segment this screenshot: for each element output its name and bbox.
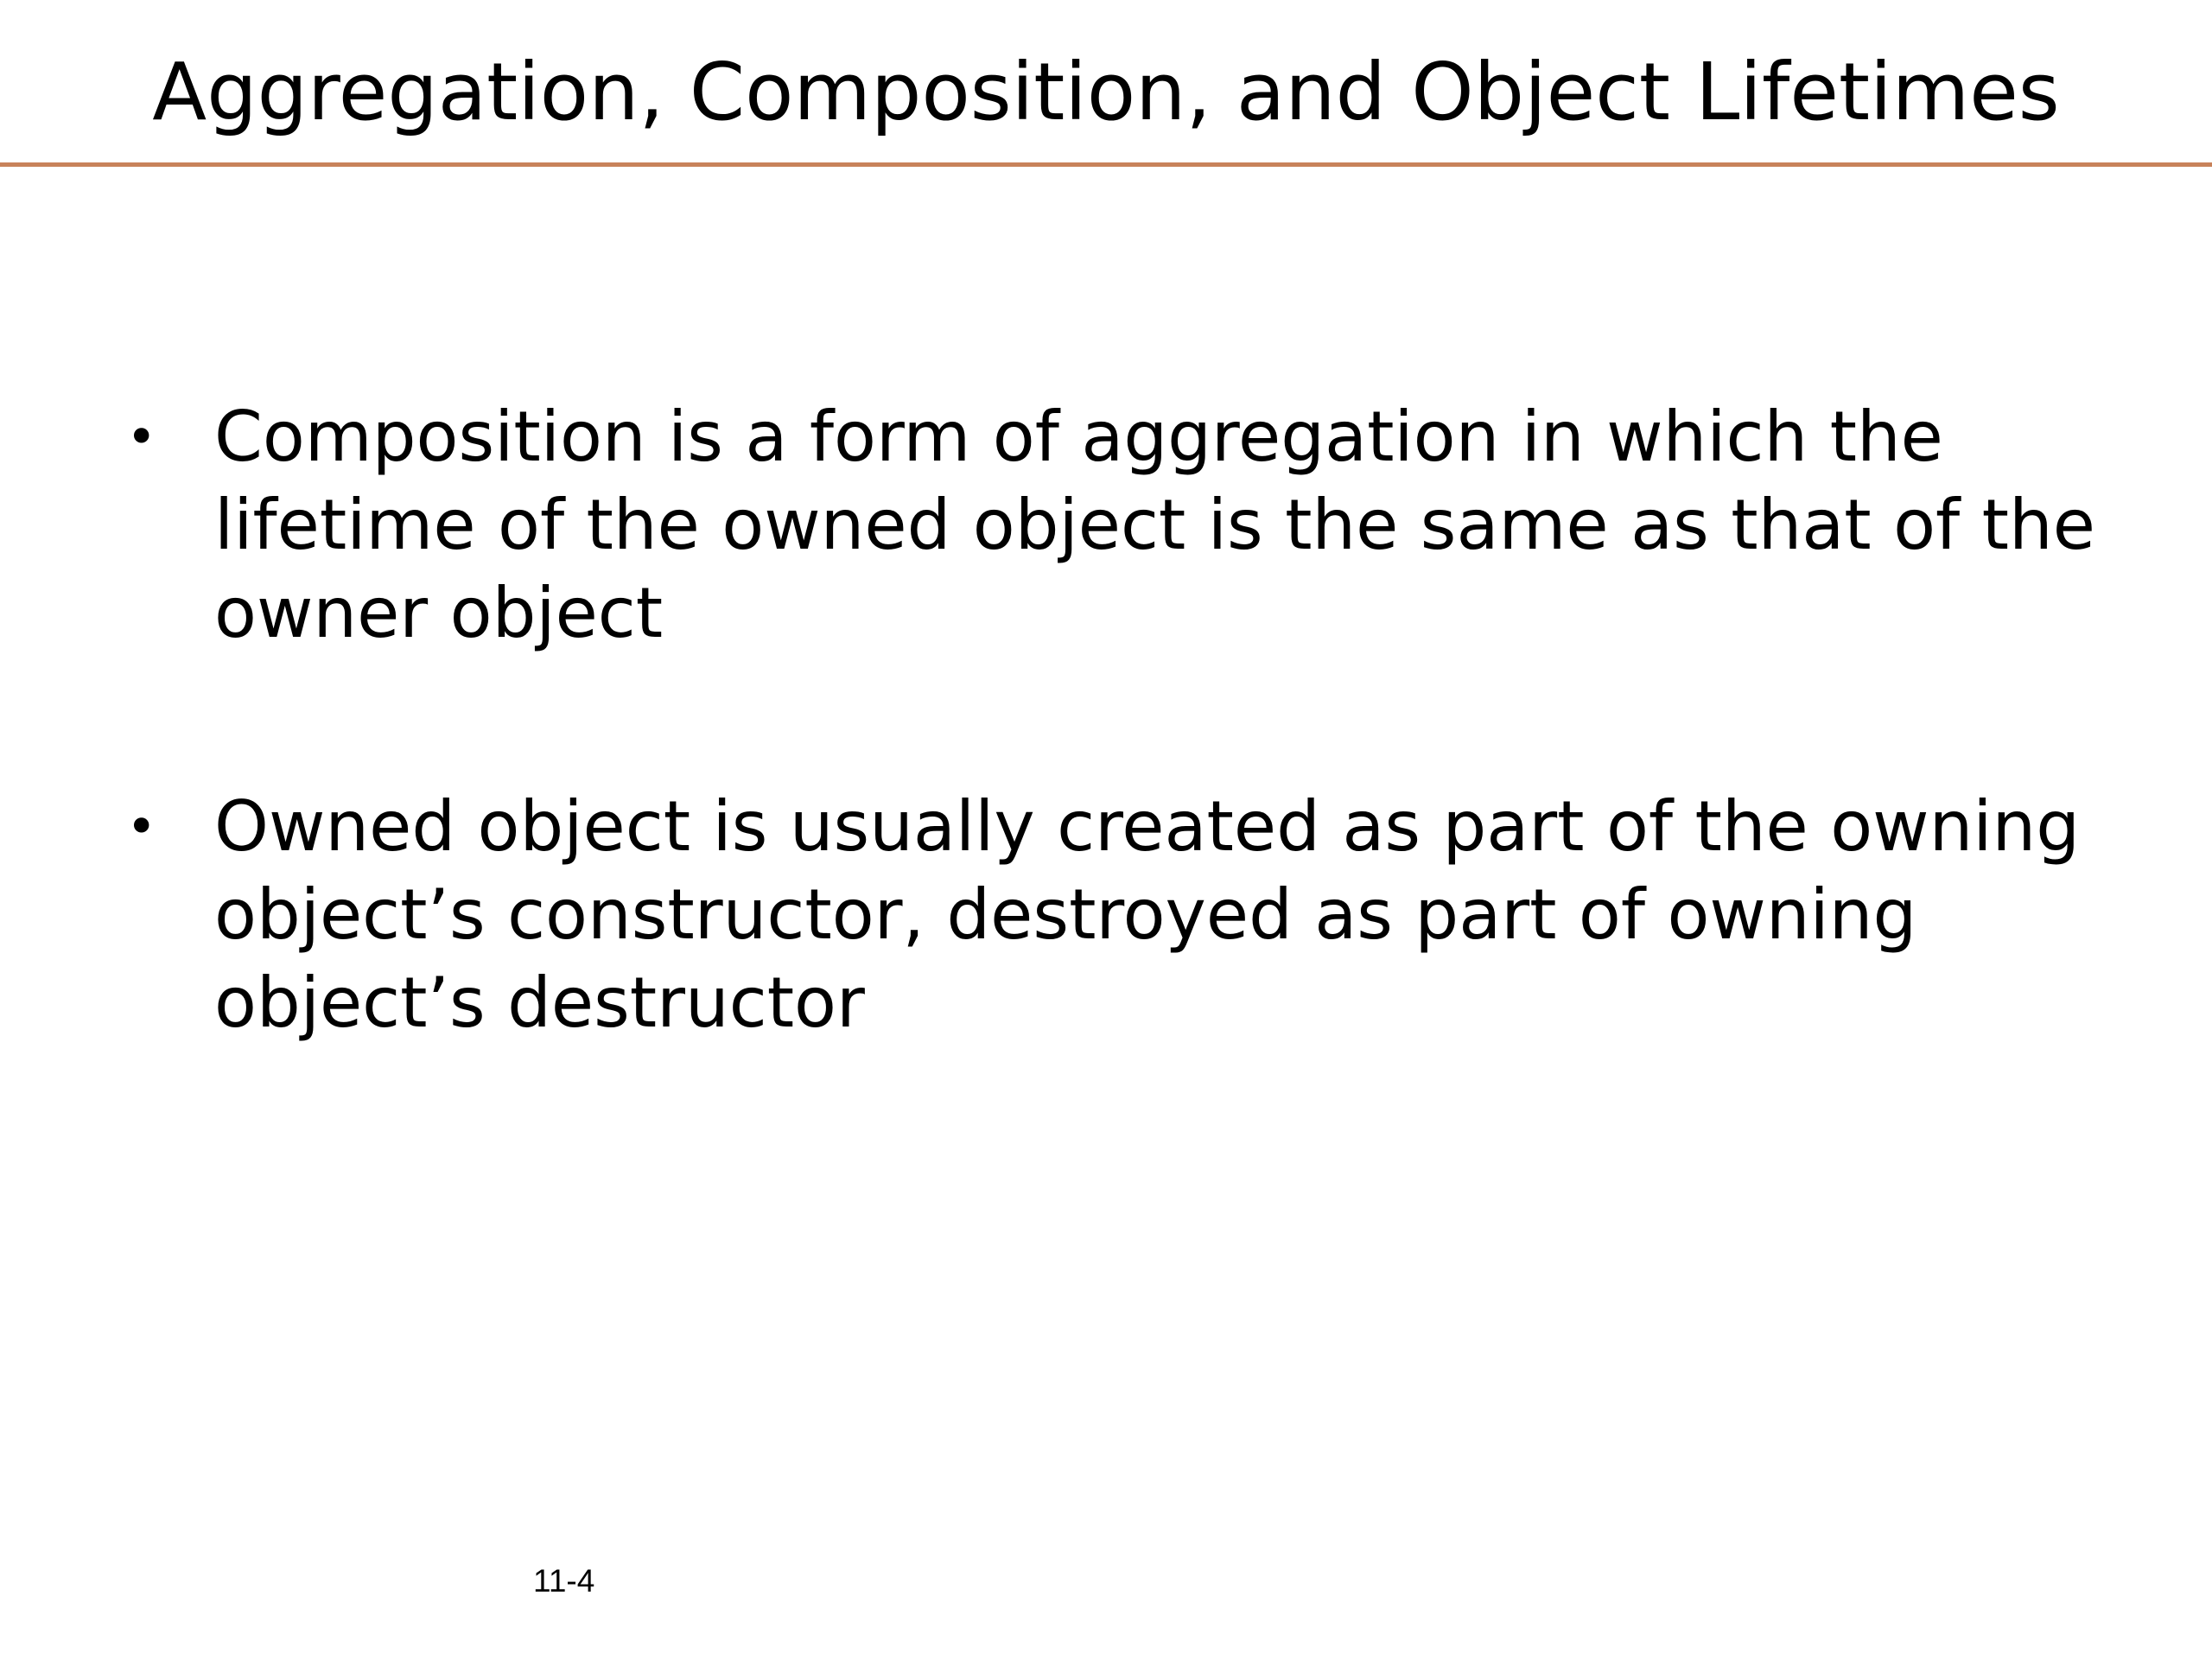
slide-title: Aggregation, Composition, and Object Lifetimes <box>152 46 2060 138</box>
bullet-text: Composition is a form of aggregation in which the lifetime of the owned object is the same as that of the owner object <box>214 397 2095 653</box>
bullet-icon: • <box>126 797 157 857</box>
bullet-item <box>121 393 2108 658</box>
bullet-text: Owned object is usually created as part of the owning object’s constructor, destroyed as part of owning object’s destructor <box>214 786 2080 1043</box>
bullet-list <box>121 393 2108 1173</box>
bullet-item <box>121 783 2108 1047</box>
page-number: 11-4 <box>533 1563 595 1599</box>
bullet-icon: • <box>126 407 157 467</box>
title-divider <box>0 162 2212 167</box>
